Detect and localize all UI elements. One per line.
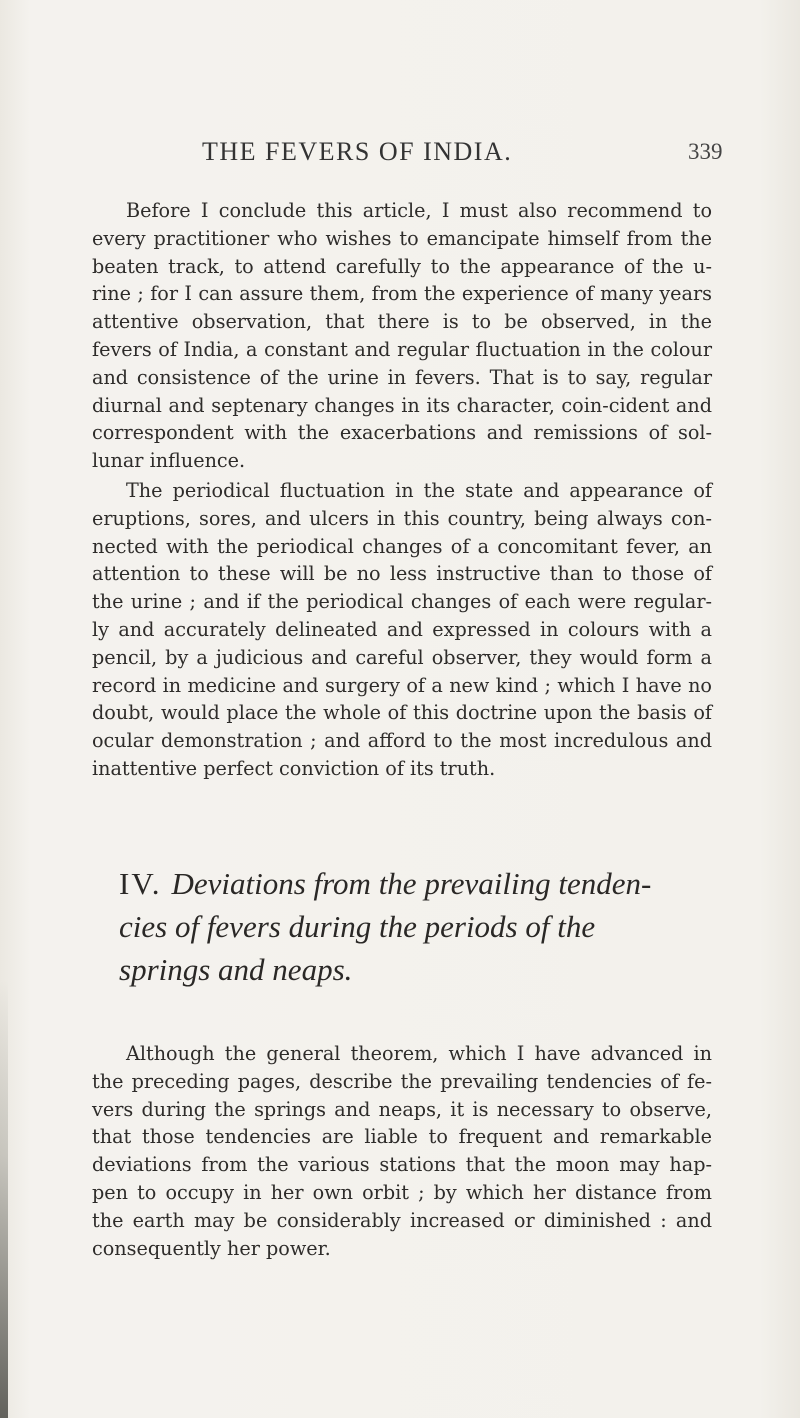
section-number: IV. — [119, 866, 162, 901]
section-heading — [118, 862, 718, 991]
paragraph-deviations: Although the general theorem, which I have advanced in the preceding pages, describe the prevailing tendencies of fe-vers during the springs and neaps, it is necessary to observe, that those tendencies are liable to frequent and remarkable deviations from the various stations that the moon may hap-pen to occupy in her own orbit ; by which her distance from the earth may be considerably increased or diminished : and consequently her power. — [92, 1042, 712, 1260]
paragraph-eruptions: The periodical fluctuation in the state and appearance of eruptions, sores, and ulcers in this country, being always con-nected with the periodical changes of a concomitant fever, an attention to these will be no less instructive than to those of the urine ; and if the periodical changes of each were regular-ly and accurately delineated and expressed in colours with a pencil, by a judicious and careful observer, they would form a record in medicine and surgery of a new kind ; which I have no doubt, would place the whole of this doctrine upon the basis of ocular demonstration ; and afford to the most incredulous and inattentive perfect conviction of its truth. — [92, 479, 712, 780]
page-number: 339 — [688, 139, 723, 164]
section-title-line-1: Deviations from the prevailing tenden- — [171, 866, 652, 901]
binding-edge-shadow — [0, 980, 8, 1418]
page-header — [0, 137, 800, 177]
running-head: THE FEVERS OF INDIA. — [202, 137, 513, 166]
section-title-line-3: springs and neaps. — [119, 952, 353, 987]
section-title-line-2: cies of fevers during the periods of the — [119, 909, 596, 944]
paragraph-urine: Before I conclude this article, I must also recommend to every practitioner who wishes to emancipate himself from the beaten track, to attend carefully to the appearance of the u-rine ; for I can assure them, from the experience of many years attentive observation, that there is to be observed, in the fevers of India, a constant and regular fluctuation in the colour and consistence of the urine in fevers. That is to say, regular diurnal and septenary changes in its character, coin-cident and correspondent with the exacerbations and remissions of sol-lunar influence. — [92, 199, 712, 473]
